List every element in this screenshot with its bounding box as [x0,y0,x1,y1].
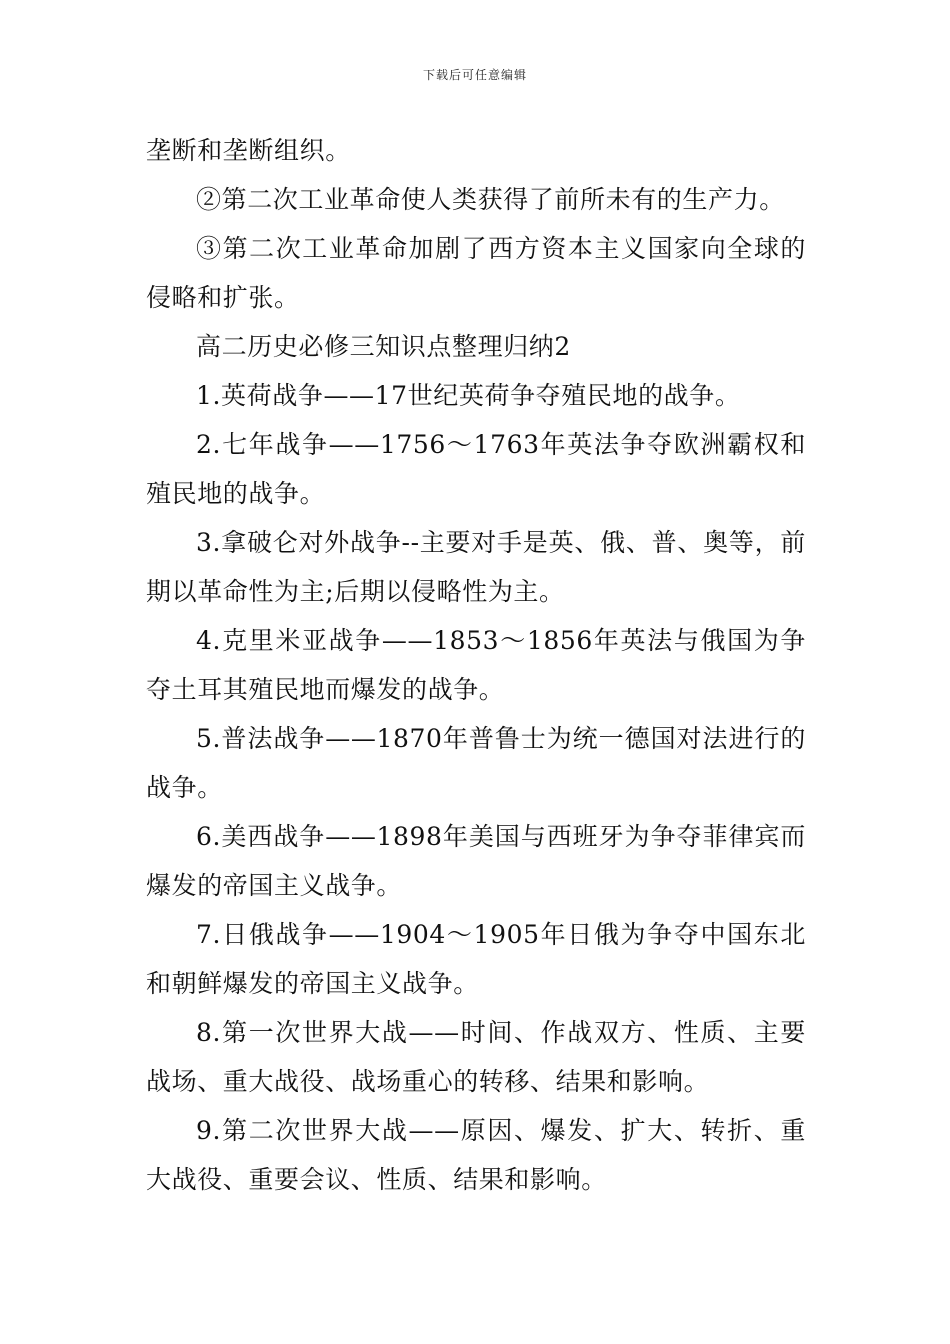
list-item-2: 2.七年战争——1756～1763年英法争夺欧洲霸权和殖民地的战争。 [146,430,806,508]
list-item-4: 4.克里米亚战争——1853～1856年英法与俄国为争夺土耳其殖民地而爆发的战争。 [146,626,806,704]
list-item-5: 5.普法战争——1870年普鲁士为统一德国对法进行的战争。 [146,724,806,802]
document-body [146,126,806,1204]
list-item-6: 6.美西战争——1898年美国与西班牙为争夺菲律宾而爆发的帝国主义战争。 [146,822,806,900]
paragraph-item-3: ③第二次工业革命加剧了西方资本主义国家向全球的侵略和扩张。 [146,234,806,312]
list-item-3: 3.拿破仑对外战争--主要对手是英、俄、普、奥等，前期以革命性为主;后期以侵略性为主。 [146,528,806,606]
paragraph-continuation: 垄断和垄断组织。 [146,136,351,165]
list-item-7: 7.日俄战争——1904～1905年日俄为争夺中国东北和朝鲜爆发的帝国主义战争。 [146,920,806,998]
section-heading: 高二历史必修三知识点整理归纳2 [196,332,571,361]
list-item-1: 1.英荷战争——17世纪英荷争夺殖民地的战争。 [196,381,741,410]
list-item-9: 9.第二次世界大战——原因、爆发、扩大、转折、重大战役、重要会议、性质、结果和影响。 [146,1116,806,1194]
page-header: 下载后可任意编辑 [422,68,527,82]
list-item-8: 8.第一次世界大战——时间、作战双方、性质、主要战场、重大战役、战场重心的转移、结果和影响。 [146,1018,806,1096]
paragraph-item-2: ②第二次工业革命使人类获得了前所未有的生产力。 [196,185,785,214]
